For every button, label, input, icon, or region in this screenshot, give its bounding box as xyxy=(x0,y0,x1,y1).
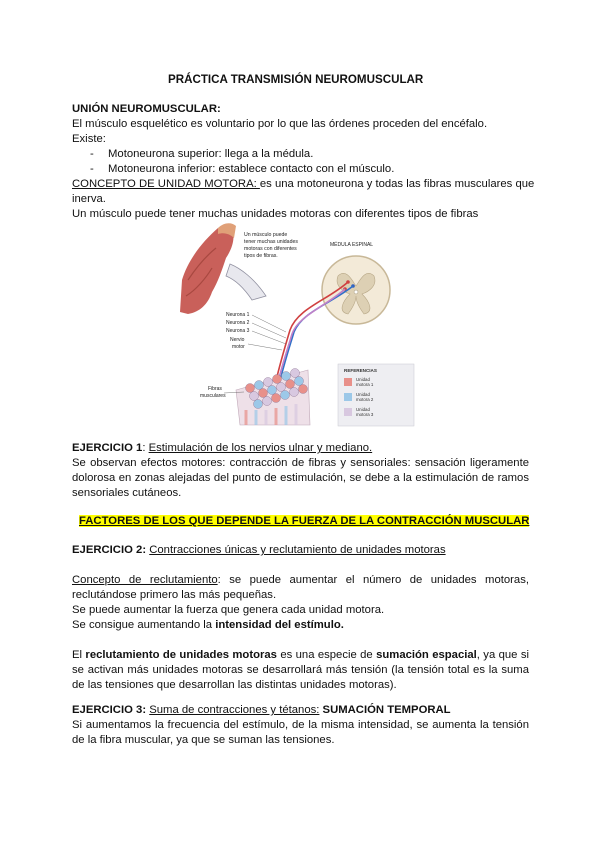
legend-label: Unidad xyxy=(356,407,370,412)
ej2-title: Contracciones únicas y reclutamiento de unidades motoras xyxy=(149,544,446,556)
callout-line: tener muchas unidades xyxy=(244,239,298,245)
ej1-title: Estimulación de los nervios ulnar y mediano. xyxy=(148,442,373,454)
ej2-p-text: El xyxy=(72,649,86,661)
ej2-paragraph xyxy=(72,648,529,693)
fibras-label: Fibras xyxy=(208,386,222,392)
concepto-unidad-line xyxy=(72,177,534,192)
concepto-unidad-cont: inerva. xyxy=(72,193,106,205)
bullet-dash: - xyxy=(90,163,94,175)
legend-swatch xyxy=(344,393,352,401)
legend-label: Unidad xyxy=(356,377,370,382)
spinal-cord xyxy=(322,241,390,324)
reclutamiento-concept xyxy=(72,573,529,603)
ej2-p-text: , ya que si se activan más unidades motoras se desarrollará más tensión (la tensión total es la suma de las tensiones que desarrollan las distintas unidades motoras). xyxy=(72,649,529,691)
legend-swatch xyxy=(344,408,352,416)
musculo-line: Un músculo puede tener muchas unidades motoras con diferentes tipos de fibras xyxy=(72,208,479,220)
ej2-line3-bold: intensidad del estímulo. xyxy=(215,619,344,631)
neuron-label: motor xyxy=(232,344,245,350)
ej1-heading xyxy=(72,441,372,456)
ej2-heading xyxy=(72,543,446,558)
ej3-bold: SUMACIÓN TEMPORAL xyxy=(319,704,451,716)
reclutamiento-label: Concepto de reclutamiento xyxy=(72,574,218,586)
callout-text xyxy=(244,232,298,259)
callout-line: tipos de fibras. xyxy=(244,253,278,259)
reclutamiento-text: : se puede aumentar el número de unidades motoras, reclutándose primero las más pequeñas. xyxy=(72,574,529,601)
neuron-label: Neurona 3 xyxy=(226,328,250,334)
ej2-p-text: es una especie de xyxy=(276,649,377,661)
union-heading: UNIÓN NEUROMUSCULAR: xyxy=(72,103,221,115)
motor-unit-figure xyxy=(178,220,438,430)
concepto-unidad-label: CONCEPTO DE UNIDAD MOTORA: xyxy=(72,178,260,190)
legend-swatch xyxy=(344,378,352,386)
ej1-label: EJERCICIO 1 xyxy=(72,442,143,454)
page-title: PRÁCTICA TRANSMISIÓN NEUROMUSCULAR xyxy=(168,73,424,86)
neuron-labels xyxy=(226,312,286,350)
ej2-line2: Se puede aumentar la fuerza que genera cada unidad motora. xyxy=(72,604,385,616)
fibras-label: musculares xyxy=(200,393,226,399)
neuron-label: Nervio xyxy=(230,337,245,343)
union-existe: Existe: xyxy=(72,133,106,145)
ej2-p-bold: sumación espacial xyxy=(376,649,477,661)
legend-label: Unidad xyxy=(356,392,370,397)
bullet-item: Motoneurona inferior: establece contacto con el músculo. xyxy=(108,163,395,175)
legend-label: motora 2 xyxy=(356,397,374,402)
ej2-label: EJERCICIO 2: xyxy=(72,544,150,556)
legend-label: motora 1 xyxy=(356,382,374,387)
ej2-line3 xyxy=(72,618,344,633)
bullet-item: Motoneurona superior: llega a la médula. xyxy=(108,148,314,160)
bullet-dash: - xyxy=(90,148,94,160)
legend-title: REFERENCIAS xyxy=(344,368,377,373)
ej3-body: Si aumentamos la frecuencia del estímulo, de la misma intensidad, se aumenta la tensión de la fibra muscular, ya que se suman las tensiones. xyxy=(72,719,529,746)
ej3-heading xyxy=(72,703,451,718)
ej2-line3-text: Se consigue aumentando la xyxy=(72,619,216,631)
legend-label: motora 3 xyxy=(356,412,374,417)
factores-text: FACTORES DE LOS QUE DEPENDE LA FUERZA DE LA CONTRACCIÓN MUSCULAR xyxy=(79,515,530,527)
ej1-body: Se observan efectos motores: contracción de fibras y sensoriales: sensación ligeramente dolorosa en zonas alejadas del punto de estimulación, se debe a la estimulación de ramos sensoriales cutáneos. xyxy=(72,457,529,499)
medula-label: MÉDULA ESPINAL xyxy=(330,242,374,248)
ej3-title: Suma de contracciones y tétanos: xyxy=(149,704,320,716)
muscle-fiber-bundle xyxy=(200,369,310,426)
callout-line: motoras con diferentes xyxy=(244,246,297,252)
ej3-label: EJERCICIO 3: xyxy=(72,704,150,716)
factores-heading xyxy=(79,514,529,529)
union-line1: El músculo esquelético es voluntario por lo que las órdenes proceden del encéfalo. xyxy=(72,118,488,130)
figure-legend xyxy=(338,364,414,426)
callout-line: Un músculo puede xyxy=(244,232,288,238)
neuron-label: Neurona 1 xyxy=(226,312,250,318)
concepto-unidad-text: es una motoneurona y todas las fibras musculares que xyxy=(259,178,535,190)
ej2-p-bold: reclutamiento de unidades motoras xyxy=(85,649,277,661)
ej1-colon: : xyxy=(142,442,149,454)
neuron-label: Neurona 2 xyxy=(226,320,250,326)
